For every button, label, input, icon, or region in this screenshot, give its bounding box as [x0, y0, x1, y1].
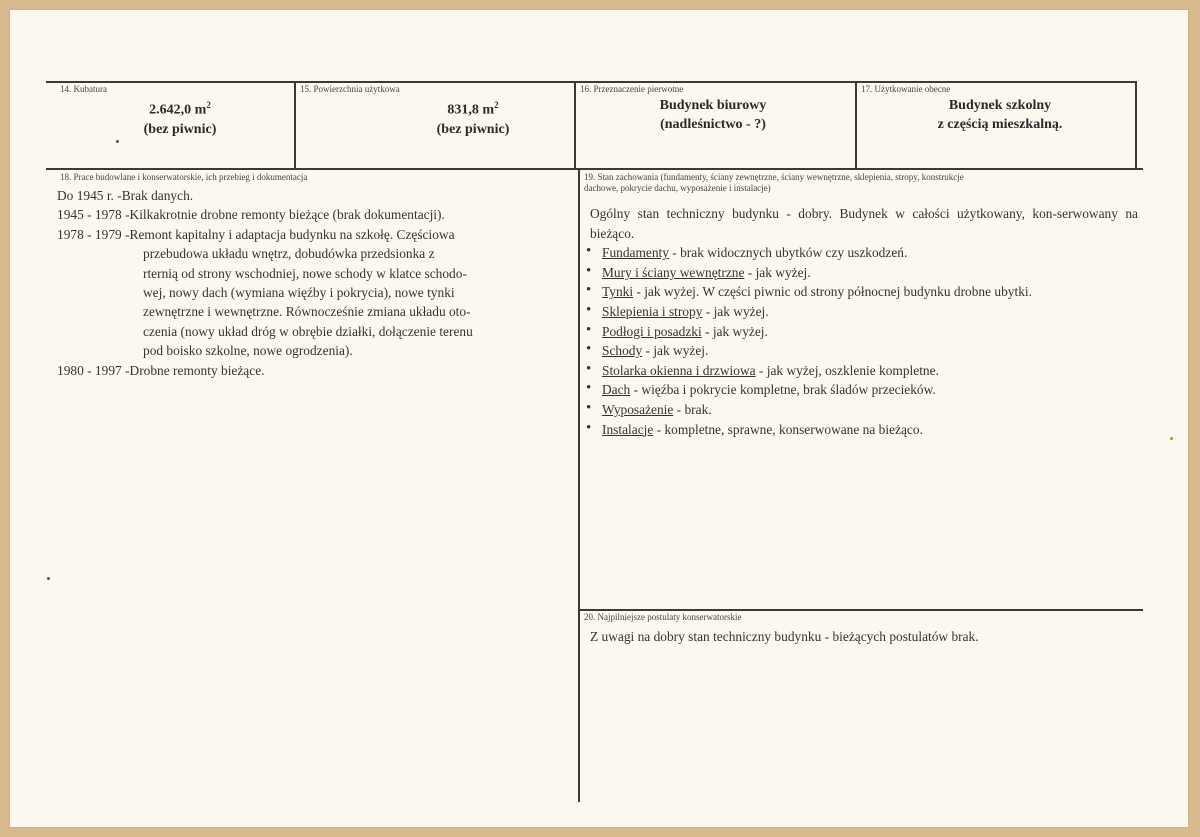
item-text: - jak wyżej.	[701, 323, 768, 339]
powierzchnia-value: 831,8 m	[447, 102, 495, 118]
prace-entry	[57, 205, 547, 224]
item-text: - kompletne, sprawne, konserwowane na bieżąco.	[653, 421, 923, 437]
prace-text: Brak danych.	[121, 188, 194, 203]
list-item	[584, 263, 1138, 283]
field-label-uzytkowanie: 17. Użytkowanie obecne	[861, 84, 951, 94]
field-value-uzytkowanie	[880, 96, 1120, 134]
list-item	[584, 302, 1138, 322]
section-label-stan-1: 19. Stan zachowania (fundamenty, ściany zewnętrzne, ściany wewnętrzne, sklepienia, stropy, konstrukcje	[584, 172, 964, 182]
prace-period: 1978 - 1979 -	[57, 226, 130, 242]
list-item	[584, 243, 1138, 263]
list-item	[584, 420, 1138, 440]
field-value-powierzchnia	[383, 96, 563, 139]
item-term: Tynki	[602, 284, 634, 300]
divider-2	[574, 81, 576, 169]
prace-text: Remont kapitalny i adaptacja budynku na szkołę. Częściowa	[129, 226, 455, 242]
prace-continuation: zewnętrzne i wewnętrzne. Równocześnie zmiana układu oto-	[143, 304, 471, 320]
prace-continuation: rternią od strony wschodniej, nowe schody w klatce schodo-	[143, 265, 467, 281]
item-text: - jak wyżej.	[702, 303, 769, 319]
item-text: - jak wyżej.	[642, 343, 709, 359]
przeznaczenie-value: Budynek biurowy	[659, 98, 767, 113]
kubatura-value: 2.642,0 m	[149, 102, 207, 118]
prace-text: Drobne remonty bieżące.	[129, 362, 265, 378]
stan-section	[584, 204, 1138, 439]
item-text: - jak wyżej. W części piwnic od strony północnej budynku drobne ubytki.	[633, 284, 1032, 300]
divider-4	[1135, 81, 1137, 169]
prace-entry	[57, 186, 547, 205]
divider-1	[294, 81, 296, 169]
prace-entry	[57, 225, 547, 244]
top-rule	[46, 81, 1136, 83]
powierzchnia-note: (bez piwnic)	[436, 121, 510, 137]
list-item	[584, 380, 1138, 400]
list-item	[584, 341, 1138, 361]
scan-speck	[47, 577, 50, 580]
list-item	[584, 361, 1138, 381]
uzytkowanie-value: Budynek szkolny	[948, 98, 1052, 113]
kubatura-note: (bez piwnic)	[143, 121, 217, 137]
item-term: Sklepienia i stropy	[602, 303, 703, 319]
item-term: Fundamenty	[602, 245, 669, 261]
item-text: - jak wyżej.	[744, 264, 811, 280]
item-term: Mury i ściany wewnętrzne	[602, 264, 745, 280]
section-label-stan-2: dachowe, pokrycie dachu, wyposażenie i instalacje)	[584, 183, 771, 193]
field-value-kubatura	[90, 96, 270, 139]
prace-continuation: pod boisko szkolne, nowe ogrodzenia).	[143, 343, 353, 359]
prace-history	[57, 186, 547, 380]
prace-period: 1945 - 1978 -	[57, 207, 130, 223]
prace-text: Kilkakrotnie drobne remonty bieżące (brak dokumentacji).	[129, 207, 445, 223]
scan-speck	[116, 140, 119, 143]
mid-rule	[46, 168, 1143, 170]
prace-continuation: przebudowa układu wnętrz, dobudówka przedsionka z	[143, 246, 435, 262]
item-term: Podłogi i posadzki	[602, 323, 702, 339]
field-label-przeznaczenie: 16. Przeznaczenie pierwotne	[580, 84, 684, 94]
item-term: Dach	[602, 382, 631, 398]
scan-speck	[1170, 437, 1173, 440]
prace-continuation: czenia (nowy układ dróg w obrębie działki, dołączenie terenu	[143, 323, 473, 339]
przeznaczenie-note: (nadleśnictwo - ?)	[660, 117, 766, 132]
field-label-kubatura: 14. Kubatura	[60, 84, 107, 94]
list-item	[584, 282, 1138, 302]
field-label-powierzchnia: 15. Powierzchnia użytkowa	[300, 84, 400, 94]
divider-3	[855, 81, 857, 169]
prace-continuation: wej, nowy dach (wymiana więźby i pokrycia), nowe tynki	[143, 285, 455, 301]
prace-entry	[57, 361, 547, 380]
item-term: Wyposażenie	[602, 401, 674, 417]
item-text: - więźba i pokrycie kompletne, brak śladów przecieków.	[630, 382, 936, 398]
section-label-prace: 18. Prace budowlane i konserwatorskie, ich przebieg i dokumentacja	[60, 172, 308, 182]
list-item	[584, 400, 1138, 420]
item-text: - brak.	[673, 401, 712, 417]
postulaty-rule	[580, 609, 1143, 611]
uzytkowanie-note: z częścią mieszkalną.	[937, 117, 1063, 132]
item-term: Stolarka okienna i drzwiowa	[602, 362, 756, 378]
field-value-przeznaczenie	[618, 96, 808, 134]
stan-list	[584, 243, 1138, 439]
prace-period: Do 1945 r. -	[57, 188, 122, 203]
prace-period: 1980 - 1997 -	[57, 362, 130, 378]
item-text: - jak wyżej, oszklenie kompletne.	[755, 362, 939, 378]
stan-intro: Ogólny stan techniczny budynku - dobry. Budynek w całości użytkowany, kon-serwowany na bieżąco.	[590, 206, 1138, 241]
list-item	[584, 322, 1138, 342]
section-label-postulaty: 20. Najpilniejsze postulaty konserwatorskie	[584, 612, 742, 622]
item-term: Instalacje	[602, 421, 654, 437]
item-term: Schody	[602, 343, 643, 359]
powierzchnia-sup: 2	[494, 100, 499, 110]
kubatura-sup: 2	[206, 100, 211, 110]
column-divider	[578, 168, 580, 802]
postulaty-text: Z uwagi na dobry stan techniczny budynku - bieżących postulatów brak.	[590, 629, 979, 644]
item-text: - brak widocznych ubytków czy uszkodzeń.	[668, 245, 908, 261]
